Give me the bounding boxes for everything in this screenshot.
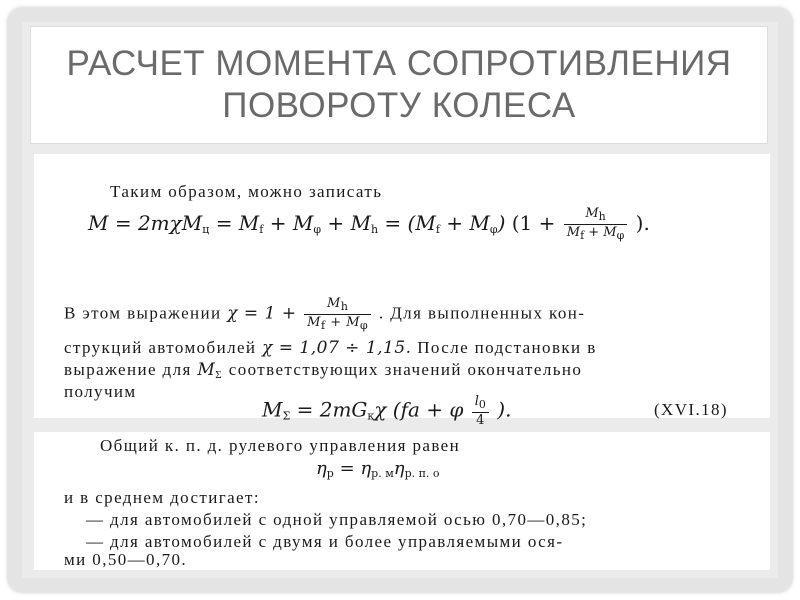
title-box xyxy=(30,26,768,144)
eq1-sub-phi: φ xyxy=(313,223,322,236)
frac-den-mid: + M xyxy=(584,225,617,240)
average-intro: и в среднем достигает: xyxy=(64,488,260,507)
line2-text: В этом выражении xyxy=(64,303,222,323)
eq2-left-sub: Σ xyxy=(282,409,291,423)
eq1-sub-f: f xyxy=(259,223,264,236)
line2-tail: . Для выполненных кон- xyxy=(378,303,586,323)
eq1-plus-h: + M xyxy=(327,211,371,235)
scanned-formula-image-1 xyxy=(34,154,770,428)
eta-mid: = η xyxy=(339,458,372,479)
line2-frac-den-mid: + M xyxy=(325,315,361,330)
frac-num-m: M xyxy=(585,206,599,221)
multi-axle-line-cont: ми 0,50—0,70. xyxy=(64,550,188,569)
eq1-end: ). xyxy=(635,211,650,235)
eta-sub2: р. м xyxy=(371,467,394,480)
line-expression xyxy=(64,360,582,381)
line2-frac-num-sub: h xyxy=(340,300,349,313)
line2-chi: χ = 1 + xyxy=(227,303,297,324)
line2-frac-den-sub1: f xyxy=(320,319,326,332)
eq1-open: (1 + xyxy=(511,211,556,235)
eq1-group-sub-f: f xyxy=(435,223,440,236)
line-chi-def xyxy=(64,296,585,333)
eq1-left: M = 2mχM xyxy=(88,211,203,235)
eq1-frac-num xyxy=(564,206,628,225)
equation-total-moment xyxy=(262,394,511,428)
frac-den-m: M xyxy=(566,225,581,240)
line4-b: соответствующих значений окончательно xyxy=(228,360,583,379)
equation-ref-number: (XVI.18) xyxy=(654,400,728,419)
efficiency-intro: Общий к. п. д. рулевого управления равен xyxy=(100,436,461,455)
eq2-left: M xyxy=(262,397,283,422)
eq2-frac-num-l: l xyxy=(474,394,479,409)
line2-fraction xyxy=(304,296,371,333)
frac-den-sub1: f xyxy=(580,229,585,242)
eq2-fraction xyxy=(472,394,489,428)
frac-num-sub: h xyxy=(598,210,606,223)
eq2-mid: = 2mG xyxy=(296,397,368,422)
eta-sub: р xyxy=(326,467,334,480)
eq2-chi: χ xyxy=(374,397,387,422)
eta-sub3: р. п. о xyxy=(404,467,440,480)
line4-m: M xyxy=(197,360,216,380)
slide xyxy=(22,22,778,578)
eq1-group: = (M xyxy=(384,211,436,235)
eq1-sub-h: h xyxy=(370,223,379,236)
eq1-left-sub: ц xyxy=(202,223,210,236)
slide-title-line-2: ПОВОРОТУ КОЛЕСА xyxy=(222,86,576,125)
eq1-fraction xyxy=(564,206,628,243)
eq1-group-close: ) xyxy=(497,211,506,235)
scanned-text-image-2 xyxy=(34,432,770,570)
eq2-mid-sub: к xyxy=(367,409,375,423)
eq2-open: (fa + φ xyxy=(392,397,464,422)
slide-title-line-1: РАСЧЕТ МОМЕНТА СОПРОТИВЛЕНИЯ xyxy=(66,44,732,83)
intro-text: Таким образом, можно записать xyxy=(110,182,383,201)
eta-mid2: η xyxy=(393,458,405,479)
multi-axle-line: — для автомобилей с двумя и более управляемыми ося- xyxy=(86,532,564,551)
line-obtain: получим xyxy=(64,382,137,401)
eq1-frac-den xyxy=(564,225,628,243)
eq1-mid: = M xyxy=(215,211,260,235)
single-axle-line: — для автомобилей с одной управляемой осью 0,70—0,85; xyxy=(86,510,588,529)
line2-frac-num xyxy=(304,296,371,315)
line3-chi: χ = 1,07 ÷ 1,15. xyxy=(262,338,412,358)
eq2-frac-den: 4 xyxy=(476,413,485,428)
eq1-group-sub-phi: φ xyxy=(489,223,498,236)
line2-frac-den-m: M xyxy=(307,315,321,330)
efficiency-equation xyxy=(316,458,440,480)
line3-a: струкций автомобилей xyxy=(64,338,257,357)
line4-m-sub: Σ xyxy=(215,369,224,381)
line3-b: После подстановки в xyxy=(417,338,597,357)
eq2-close: ). xyxy=(497,397,512,422)
eq2-frac-num-sub: 0 xyxy=(478,398,486,411)
line4-a: выражение для xyxy=(64,360,192,379)
eta: η xyxy=(316,458,327,479)
line2-frac-den xyxy=(304,315,371,333)
line2-frac-den-sub2: φ xyxy=(360,319,369,332)
frac-den-sub2: φ xyxy=(616,229,625,242)
eq1-plus-phi: + M xyxy=(269,211,314,235)
eq1-group-mid: + M xyxy=(446,211,490,235)
equation-moment xyxy=(88,206,650,243)
line2-frac-num-m: M xyxy=(327,296,341,311)
line-structures xyxy=(64,338,597,358)
eq2-frac-num xyxy=(472,394,489,413)
